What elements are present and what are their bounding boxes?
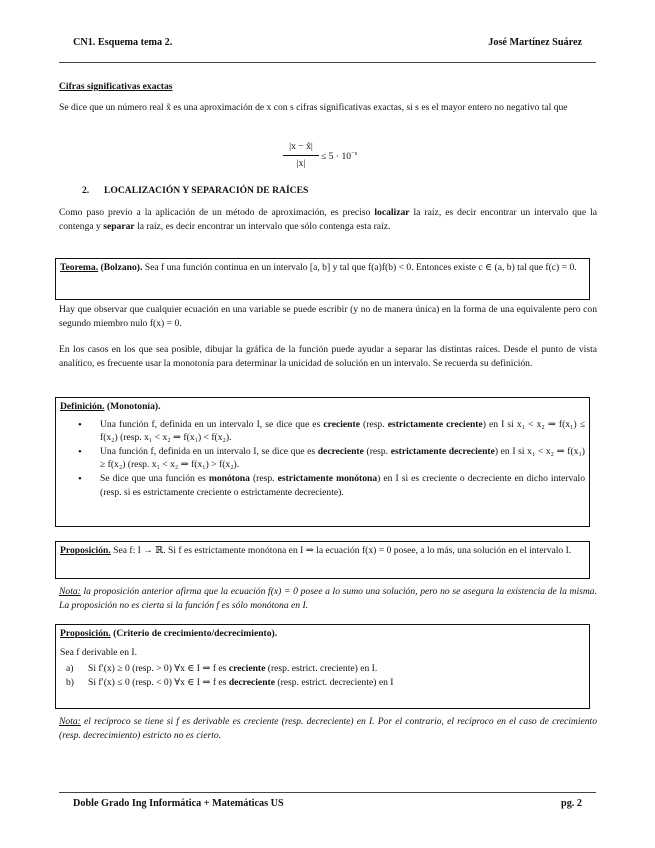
cifras-body: Se dice que un número real x̃ es una aproximación de x con s cifras significativas exactas, si s es el mayor entero no negativo tal que <box>59 102 568 113</box>
header-rule <box>59 62 596 63</box>
list-item: b) Si f′(x) ≤ 0 (resp. < 0) ∀x ∈ I ⇒ f es decreciente (resp. estrict. decreciente) en I <box>66 676 394 688</box>
paragraph-equation-form: Hay que observar que cualquier ecuación en una variable se puede escribir (y no de manera única) en la forma de una equivalente pero con segundo miembro nulo f(x) = 0. <box>59 304 597 329</box>
header-title: CN1. Esquema tema 2. <box>73 37 173 48</box>
criterio-label: Proposición. <box>60 628 111 639</box>
cifras-heading: Cifras significativas exactas <box>59 81 173 92</box>
nota-label: Nota: <box>59 586 81 597</box>
definicion-label: Definición. <box>60 401 105 412</box>
footer-course: Doble Grado Ing Informática + Matemáticas US <box>73 798 284 809</box>
section-heading: 2. LOCALIZACIÓN Y SEPARACIÓN DE RAÍCES <box>82 185 309 196</box>
header-author: José Martínez Suárez <box>488 37 582 48</box>
formula-numerator: |x − x̃| <box>283 140 319 156</box>
footer-rule <box>59 792 596 793</box>
definicion-box: Definición. (Monotonía). • Una función f, definida en un intervalo I, se dice que es creciente (resp. estrictamente creciente) en I si x₁ < x₂ ⇒ f(x₁) ≤ f(x₂) (resp. x₁ < x₂ ⇒ f(x₁) < f(x₂). • Una función f, definida en un intervalo I, se dice que es decreciente (resp. estrictamente decreciente) en I si x₁ < x₂ ⇒ f(x₁) ≥ f(x₂) (resp. x₁ < x₂ ⇒ f(x₁) > f(x₂). • Se dice que una función es monótona (resp. estrictamente monótona) en I si es creciente o decreciente en dicho intervalo (resp. si es estrictamente creciente o estrictamente decreciente). <box>55 397 590 527</box>
page-number: pg. 2 <box>561 798 582 809</box>
formula-exponent: −s <box>351 150 358 157</box>
list-item: a) Si f′(x) ≥ 0 (resp. > 0) ∀x ∈ I ⇒ f es creciente (resp. estrict. creciente) en I. <box>66 663 378 675</box>
cifras-formula <box>283 140 403 172</box>
formula-rhs: ≤ $5 \cdot 10^{-s}$ <box>321 150 358 163</box>
nota-1: Nota: la proposición anterior afirma que la ecuación f(x) = 0 posee a lo sumo una solución, pero no se asegura la existencia de la misma. La proposición no es cierta si la función f es sólo monótona en I. <box>59 586 597 611</box>
criterio-list <box>60 662 585 689</box>
teorema-box: Teorema. (Bolzano). Sea f una función continua en un intervalo [a, b] y tal que f(a)f(b) < 0. Entonces existe c ∈ (a, b) tal que f(c) = 0. <box>55 258 590 300</box>
proposicion-box: Proposición. Sea f: I → ℝ. Si f es estrictamente monótona en I ⇒ la ecuación f(x) = 0 posee, a lo más, una solución en el intervalo I. <box>55 541 590 579</box>
nota-label: Nota: <box>59 716 81 727</box>
criterio-box: Proposición. (Criterio de crecimiento/decrecimiento). Sea f derivable en I. a) Si f′(x) ≥ 0 (resp. > 0) ∀x ∈ I ⇒ f es creciente (resp. estrict. creciente) en I. b) Si f′(x) ≤ 0 (resp. < 0) ∀x ∈ I ⇒ f es decreciente (resp. estrict. decreciente) en I <box>55 624 590 709</box>
page-footer <box>59 797 596 811</box>
list-item: • Se dice que una función es monótona (resp. estrictamente monótona) en I si es creciente o decreciente en dicho intervalo (resp. si es estrictamente creciente o estrictamente decreciente). <box>100 472 585 499</box>
nota-2: Nota: el recíproco se tiene si f es derivable es creciente (resp. decreciente) en I. Por el contrario, el recíproco en el caso de crecimiento (resp. decrecimiento) estricto no es cierto. <box>59 716 597 741</box>
paragraph-monotonia: En los casos en los que sea posible, dibujar la gráfica de la función puede ayudar a separar las distintas raíces. Desde el punto de vista analítico, es frecuente usar la monotonía para determinar la unicidad de solución en un intervalo. Se recuerda su definición. <box>59 344 597 369</box>
section-intro: Como paso previo a la aplicación de un método de aproximación, es preciso localizar la raíz, es decir encontrar un intervalo que la contenga y separar la raíz, es decir encontrar un intervalo que sólo contenga esta raíz. <box>59 207 597 232</box>
teorema-label: Teorema. <box>60 262 99 273</box>
proposicion-label: Proposición. <box>60 545 111 556</box>
criterio-intro: Sea f derivable en I. <box>60 646 137 658</box>
page-header <box>59 36 596 50</box>
list-item: • Una función f, definida en un intervalo I, se dice que es decreciente (resp. estrictamente decreciente) en I si x₁ < x₂ ⇒ f(x₁) ≥ f(x₂) (resp. x₁ < x₂ ⇒ f(x₁) > f(x₂). <box>100 445 585 472</box>
formula-denominator: |x| <box>296 157 306 169</box>
formula-fraction <box>283 140 319 170</box>
definicion-list <box>60 418 585 500</box>
list-item: • Una función f, definida en un intervalo I, se dice que es creciente (resp. estrictamente creciente) en I si x₁ < x₂ ⇒ f(x₁) ≤ f(x₂) (resp. x₁ < x₂ ⇒ f(x₁) < f(x₂). <box>100 418 585 445</box>
